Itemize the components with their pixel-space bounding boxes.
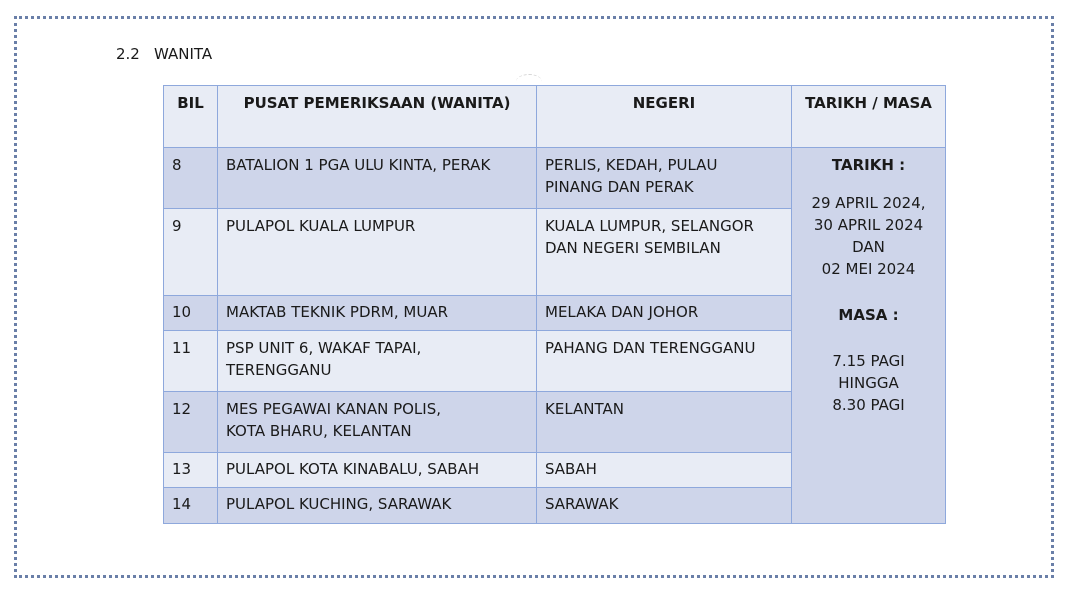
tarikh-label: TARIKH : bbox=[831, 156, 906, 174]
date-line: 02 MEI 2024 bbox=[821, 260, 916, 278]
cell-pusat: BATALION 1 PGA ULU KINTA, PERAK bbox=[218, 148, 537, 209]
header-pusat: PUSAT PEMERIKSAAN (WANITA) bbox=[218, 86, 537, 148]
cell-bil: 11 bbox=[164, 331, 218, 392]
header-bil: BIL bbox=[164, 86, 218, 148]
cell-bil: 9 bbox=[164, 209, 218, 296]
masa-label: MASA : bbox=[838, 306, 899, 324]
time-line: HINGGA bbox=[838, 374, 899, 392]
section-number: 2.2 bbox=[116, 45, 140, 63]
cell-negeri: SARAWAK bbox=[537, 488, 792, 524]
cell-negeri: SABAH bbox=[537, 453, 792, 488]
schedule-cell bbox=[792, 148, 946, 524]
cell-negeri: PERLIS, KEDAH, PULAU PINANG DAN PERAK bbox=[537, 148, 792, 209]
cell-bil: 12 bbox=[164, 392, 218, 453]
cell-negeri: KELANTAN bbox=[537, 392, 792, 453]
date-line: DAN bbox=[852, 238, 885, 256]
section-title: WANITA bbox=[154, 45, 213, 63]
cell-pusat: MES PEGAWAI KANAN POLIS, KOTA BHARU, KELANTAN bbox=[218, 392, 537, 453]
header-tarikh-masa: TARIKH / MASA bbox=[792, 86, 946, 148]
cell-bil: 13 bbox=[164, 453, 218, 488]
time-line: 8.30 PAGI bbox=[832, 396, 905, 414]
date-line: 29 APRIL 2024, bbox=[811, 194, 926, 212]
cell-pusat: PULAPOL KOTA KINABALU, SABAH bbox=[218, 453, 537, 488]
cell-bil: 10 bbox=[164, 296, 218, 331]
cell-pusat: PSP UNIT 6, WAKAF TAPAI, TERENGGANU bbox=[218, 331, 537, 392]
exam-centre-table bbox=[163, 85, 946, 524]
cell-negeri: MELAKA DAN JOHOR bbox=[537, 296, 792, 331]
cell-pusat: PULAPOL KUALA LUMPUR bbox=[218, 209, 537, 296]
header-negeri: NEGERI bbox=[537, 86, 792, 148]
section-heading bbox=[116, 45, 212, 63]
cell-negeri: KUALA LUMPUR, SELANGOR DAN NEGERI SEMBILAN bbox=[537, 209, 792, 296]
cell-bil: 14 bbox=[164, 488, 218, 524]
cell-bil: 8 bbox=[164, 148, 218, 209]
table-row bbox=[164, 148, 946, 209]
cell-pusat: PULAPOL KUCHING, SARAWAK bbox=[218, 488, 537, 524]
cell-pusat: MAKTAB TEKNIK PDRM, MUAR bbox=[218, 296, 537, 331]
cell-negeri: PAHANG DAN TERENGGANU bbox=[537, 331, 792, 392]
date-line: 30 APRIL 2024 bbox=[813, 216, 924, 234]
time-line: 7.15 PAGI bbox=[832, 352, 905, 370]
